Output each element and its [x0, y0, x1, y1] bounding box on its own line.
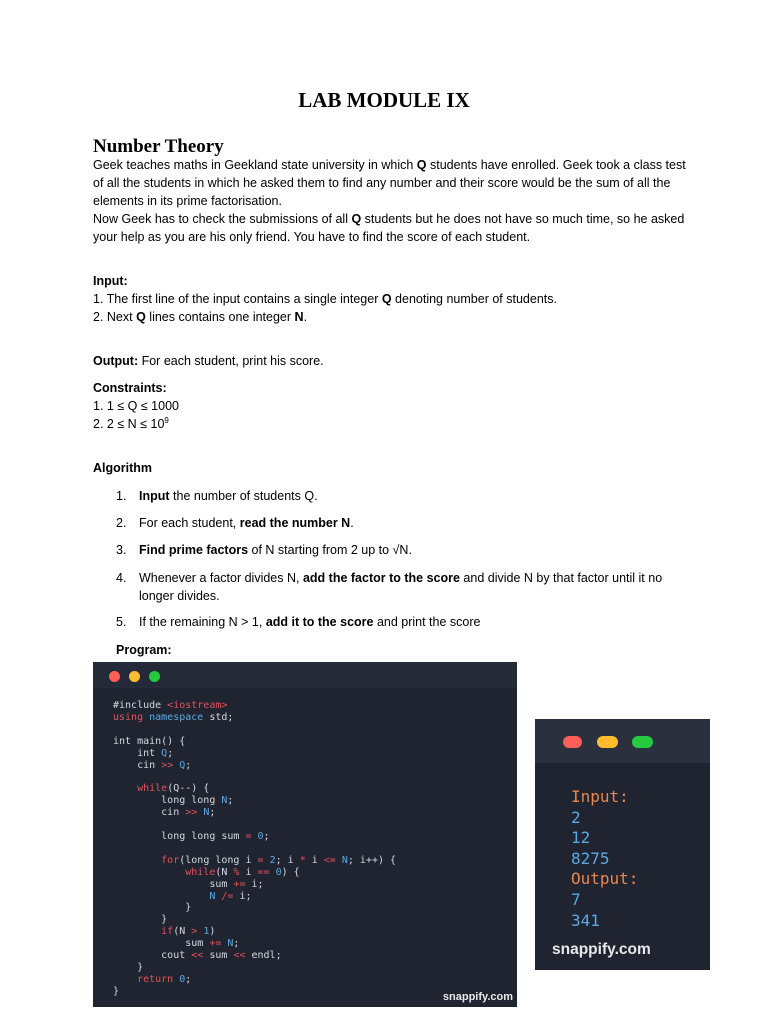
constraint-2 — [93, 415, 693, 433]
constraint-2-text: 2. 2 ≤ N ≤ 10 — [93, 417, 165, 431]
section-title: Number Theory — [93, 136, 224, 157]
close-dot-icon — [563, 736, 582, 748]
output-line: 341 — [571, 910, 600, 930]
code-line: cout << sum << endl; — [113, 950, 282, 962]
code-line — [113, 771, 396, 783]
step-text: Input the number of students Q. — [139, 489, 318, 503]
intro-text — [93, 156, 693, 246]
output-section: Output: For each student, print his score. — [93, 354, 324, 368]
step-text: Find prime factors of N starting from 2 up to √N. — [139, 543, 412, 557]
intro-paragraph-1: Geek teaches maths in Geekland state university in which Q students have enrolled. Geek took a class test of all the students in which he asked them to find any number and their score would be the sum of all the elements in its prime factorisation. — [93, 158, 686, 208]
code-line: if(N > 1) — [113, 926, 216, 938]
maximize-dot-icon — [149, 671, 160, 682]
output-line: 12 — [571, 828, 591, 848]
code-line: for(long long i = 2; i * i <= N; i++) { — [113, 854, 397, 866]
output-line: 8275 — [571, 848, 610, 868]
document-title: LAB MODULE IX — [298, 88, 470, 112]
program-label — [116, 641, 716, 659]
constraints-section — [93, 379, 693, 433]
step-number: 1. — [116, 489, 127, 503]
code-line: long long N; — [113, 795, 234, 807]
code-line: long long sum = 0; — [113, 830, 270, 842]
input-heading: Input: — [93, 274, 128, 288]
maximize-dot-icon — [632, 736, 653, 748]
program-label-text: Program: — [116, 643, 172, 657]
intro-paragraph-2: Now Geek has to check the submissions of all Q students but he does not have so much time, so he asked your help as you are his only friend. You have to find the score of each student. — [93, 212, 685, 244]
input-line-2: 2. Next Q lines contains one integer N. — [93, 310, 308, 324]
step-number: 5. — [116, 615, 127, 629]
step-text: If the remaining N > 1, add it to the score and print the score — [139, 615, 481, 629]
constraint-1: 1. 1 ≤ Q ≤ 1000 — [93, 399, 179, 413]
code-line — [113, 819, 396, 831]
code-line: } — [113, 902, 192, 914]
output-block — [571, 787, 638, 931]
output-line: 2 — [571, 807, 581, 827]
output-snippet-window — [535, 719, 710, 970]
output-line: Output: — [571, 869, 639, 889]
algorithm-heading-text: Algorithm — [93, 461, 153, 475]
output-line: 7 — [571, 889, 581, 909]
code-line: while(N % i == 0) { — [113, 866, 300, 878]
constraint-2-exponent: 9 — [164, 415, 169, 425]
code-line — [113, 843, 396, 855]
code-line: while(Q--) { — [113, 783, 210, 795]
code-line: sum += i; — [113, 878, 264, 890]
code-snippet-window — [93, 662, 517, 1007]
input-line-1: 1. The first line of the input contains a single integer Q denoting number of students. — [93, 292, 557, 306]
code-line: cin >> N; — [113, 807, 216, 819]
code-line: } — [113, 961, 144, 973]
constraints-heading: Constraints: — [93, 381, 167, 395]
code-line: sum += N; — [113, 938, 240, 950]
output-window-titlebar — [535, 719, 710, 763]
code-line — [113, 724, 396, 736]
code-line: N /= i; — [113, 890, 252, 902]
output-line: Input: — [571, 787, 629, 806]
code-line: cin >> Q; — [113, 759, 192, 771]
code-watermark: snappify.com — [442, 991, 513, 1003]
input-section — [93, 272, 693, 326]
code-window-titlebar — [93, 662, 517, 688]
output-watermark: snappify.com — [552, 941, 651, 958]
step-number: 2. — [116, 516, 127, 530]
step-number: 4. — [116, 571, 127, 585]
code-line: int main() { — [113, 735, 186, 747]
code-line: int Q; — [113, 747, 174, 759]
code-line: } — [113, 985, 120, 997]
code-line: return 0; — [113, 973, 192, 985]
step-number: 3. — [116, 543, 127, 557]
code-block — [113, 700, 396, 998]
code-line: using namespace std; — [113, 711, 234, 723]
minimize-dot-icon — [597, 736, 618, 748]
code-line: #include <iostream> — [113, 700, 228, 711]
close-dot-icon — [109, 671, 120, 682]
code-line: } — [113, 914, 168, 926]
step-text: Whenever a factor divides N, add the factor to the score and divide N by that factor until it no longer divides. — [139, 571, 663, 603]
minimize-dot-icon — [129, 671, 140, 682]
algorithm-heading — [93, 459, 693, 477]
step-text: For each student, read the number N. — [139, 516, 354, 530]
